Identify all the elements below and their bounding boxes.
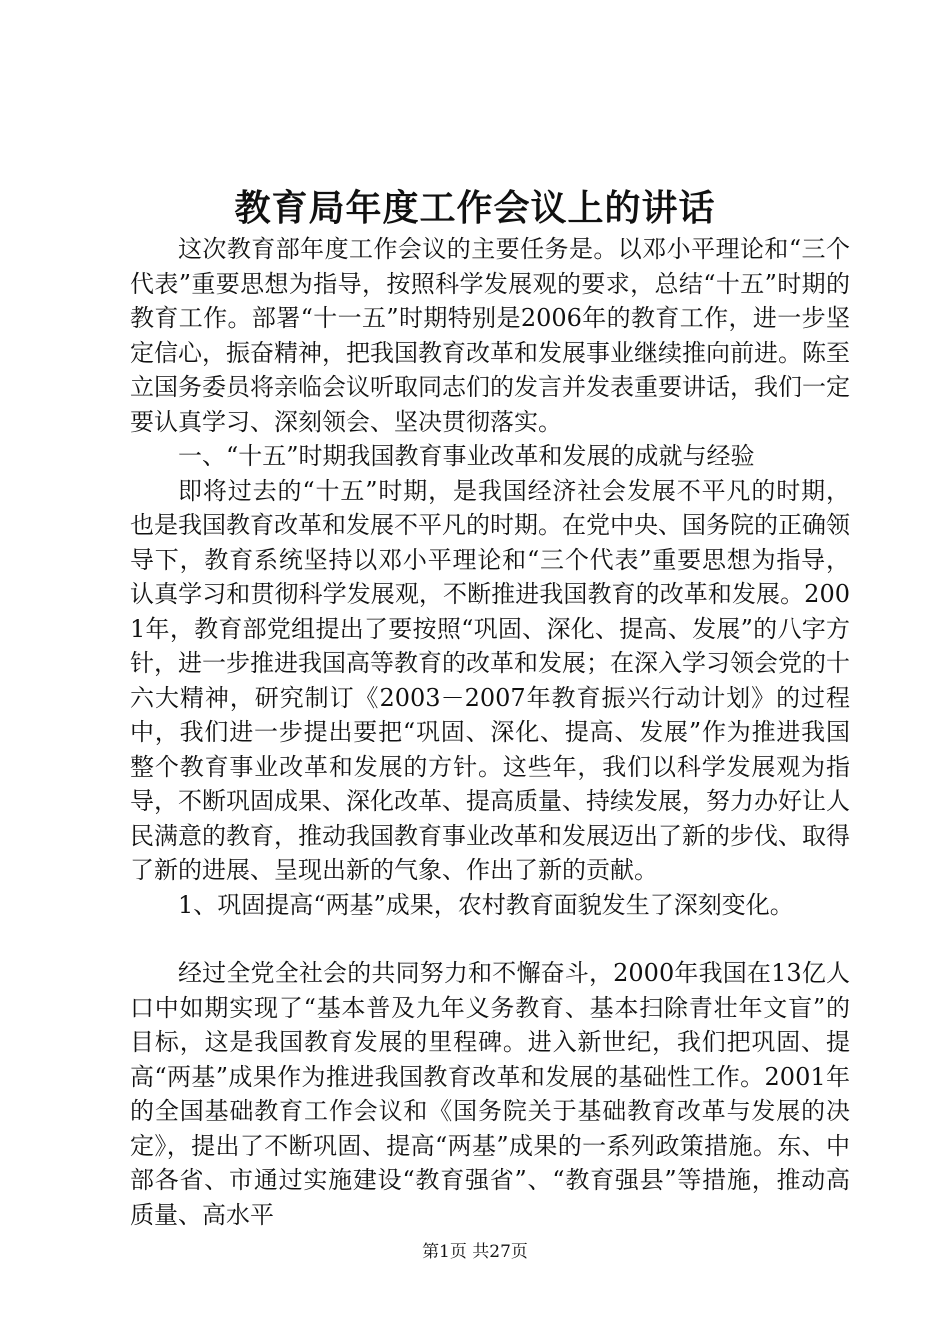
- paragraph-gap: [130, 922, 850, 956]
- page-number-footer: 第1页 共27页: [422, 1242, 528, 1262]
- achievements-paragraph: 即将过去的“十五”时期，是我国经济社会发展不平凡的时期，也是我国教育改革和发展不平凡的时期。在党中央、国务院的正确领导下，教育系统坚持以邓小平理论和“三个代表”重要思想为指导，认真学习和贯彻科学发展观，不断推进我国教育的改革和发展。2001年，教育部党组提出了要按照“巩固、深化、提高、发展”的八字方针，进一步推进我国高等教育的改革和发展；在深入学习领会党的十六大精神，研究制订《2003－2007年教育振兴行动计划》的过程中，我们进一步提出要把“巩固、深化、提高、发展”作为推进我国整个教育事业改革和发展的方针。这些年，我们以科学发展观为指导，不断巩固成果、深化改革、提高质量、持续发展，努力办好让人民满意的教育，推动我国教育事业改革和发展迈出了新的步伐、取得了新的进展、呈现出新的气象、作出了新的贡献。: [130, 476, 850, 884]
- document-title: 教育局年度工作会议上的讲话: [234, 187, 716, 229]
- document-body: [130, 232, 850, 1232]
- basic-education-paragraph: 经过全党全社会的共同努力和不懈奋斗，2000年我国在13亿人口中如期实现了“基本普及九年义务教育、基本扫除青壮年文盲”的目标，这是我国教育发展的里程碑。进入新世纪，我们把巩固、提高“两基”成果作为推进我国教育改革和发展的基础性工作。2001年的全国基础教育工作会议和《国务院关于基础教育改革与发展的决定》，提出了不断巩固、提高“两基”成果的一系列政策措施。东、中部各省、市通过实施建设“教育强省”、“教育强县”等措施，推动高质量、高水平: [130, 959, 850, 1229]
- section-heading: 一、“十五”时期我国教育事业改革和发展的成就与经验: [178, 442, 755, 470]
- subsection-heading: 1、巩固提高“两基”成果，农村教育面貌发生了深刻变化。: [178, 890, 794, 919]
- intro-paragraph: 这次教育部年度工作会议的主要任务是。以邓小平理论和“三个代表”重要思想为指导，按照科学发展观的要求，总结“十五”时期的教育工作。部署“十一五”时期特别是2006年的教育工作，进一步坚定信心，振奋精神，把我国教育改革和发展事业继续推向前进。陈至立国务委员将亲临会议听取同志们的发言并发表重要讲话，我们一定要认真学习、深刻领会、坚决贯彻落实。: [130, 235, 850, 436]
